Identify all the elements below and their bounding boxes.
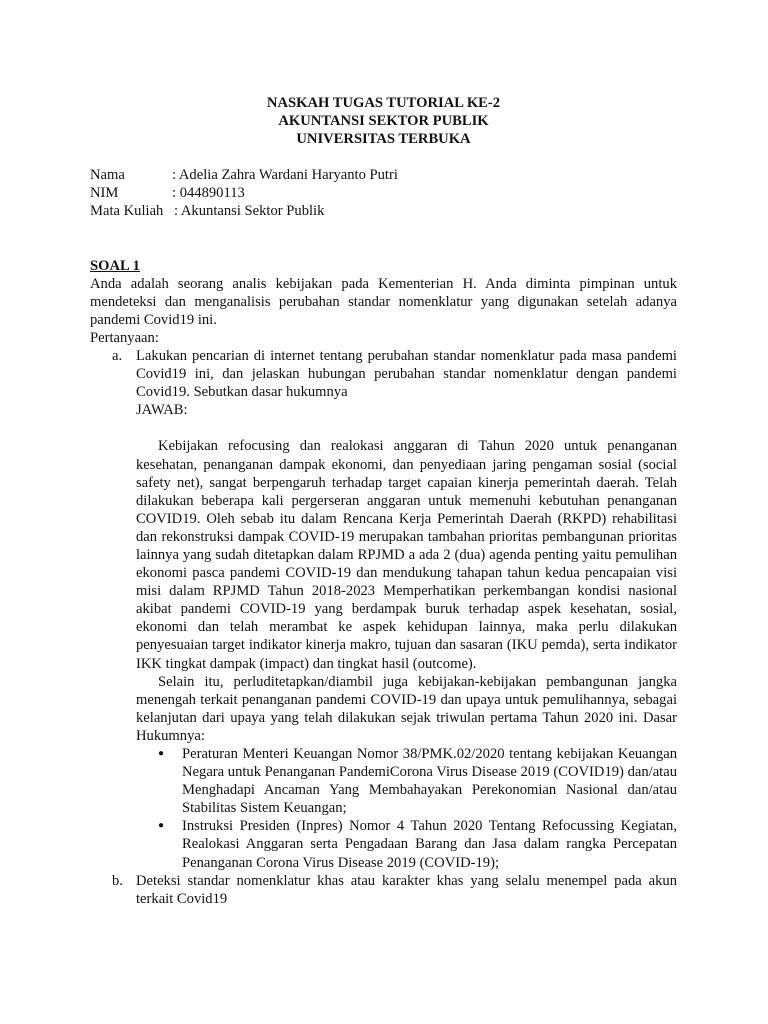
header-title-line-2: AKUNTANSI SEKTOR PUBLIK xyxy=(278,113,489,130)
header-title-line-3: UNIVERSITAS TERBUKA xyxy=(296,131,471,148)
question-a-letter: a. xyxy=(112,348,123,365)
bullet-icon: ● xyxy=(158,820,165,832)
info-name-value: : Adelia Zahra Wardani Haryanto Putri xyxy=(172,167,398,184)
legal-basis-item-2 xyxy=(158,817,677,871)
info-row-course xyxy=(90,202,677,220)
document-header xyxy=(90,94,677,148)
legal-basis-item-1 xyxy=(158,745,677,817)
answer-paragraph-2: Selain itu, perluditetapkan/diambil juga kebijakan-kebijakan pembangunan jangka menengah terkait penanganan pandemi COVID-19 dan upaya untuk pemulihannya, sebagai kelanjutan dari upaya yang telah dilakukan sejak triwulan pertama Tahun 2020 ini. Dasar Hukumnya: xyxy=(136,673,677,744)
info-course-label: Mata Kuliah xyxy=(90,203,164,220)
info-name-label: Nama xyxy=(90,167,125,184)
question-b xyxy=(90,872,677,908)
info-nim-label: NIM xyxy=(90,185,119,202)
answer-paragraph-1: Kebijakan refocusing dan realokasi anggaran di Tahun 2020 untuk penanganan kesehatan, penanganan dampak ekonomi, dan penyediaan jaring pengaman sosial (social safety net), sangat berpengaruh terhadap target capaian kinerja pemerintah daerah. Telah dilakukan beberapa kali pergerseran anggaran untuk memenuhi kebutuhan penanganan COVID19. Oleh sebab itu dalam Rencana Kerja Pemerintah Daerah (RKPD) rehabilitasi dan rekonstruksi dampak COVID-19 merupakan tambahan prioritas pembangunan prioritas lainnya yang sudah ditetapkan dalam RPJMD a ada 2 (dua) agenda penting yaitu pemulihan ekonomi pasca pandemi COVID-19 dan mendukung tahapan tahun kedua pencapaian visi misi dalam RPJMD Tahun 2018-2023 Memperhatikan perkembangan kondisi nasional akibat pandemi COVID-19 yang berdampak buruk terhadap aspek kesehatan, sosial, ekonomi dan telah merambat ke aspek kehidupan lainnya, maka perlu dilakukan penyesuaian target indikator kinerja makro, tujuan dan sasaran (IKU pemda), serta indikator IKK tingkat dampak (impact) dan tingkat hasil (outcome). xyxy=(136,438,677,672)
soal-1-intro: Anda adalah seorang analis kebijakan pada Kementerian H. Anda diminta pimpinan untuk mendeteksi dan menganalisis perubahan standar nomenklatur yang digunakan setelah adanya pandemi Covid19 ini. xyxy=(90,275,677,328)
legal-basis-text-1: Peraturan Menteri Keuangan Nomor 38/PMK.02/2020 tentang kebijakan Keuangan Negara untuk Penanganan PandemiCorona Virus Disease 2019 (COVID19) dan/atau Menghadapi Ancaman Yang Membahayakan Perekonomian Nasional dan/atau Stabilitas Sistem Keuangan; xyxy=(182,746,677,817)
document-page xyxy=(90,94,677,908)
bullet-icon: ● xyxy=(158,748,165,759)
header-title-line-1: NASKAH TUGAS TUTORIAL KE-2 xyxy=(266,95,501,111)
info-course-value: : Akuntansi Sektor Publik xyxy=(174,203,325,220)
info-row-nim xyxy=(90,184,677,202)
question-a-text: Lakukan pencarian di internet tentang perubahan standar nomenklatur pada masa pandemi Covid19 ini, dan jelaskan hubungan perubahan standar nomenklatur dengan pandemi Covid19. Sebutkan dasar hukumnya xyxy=(136,348,677,401)
question-label: Pertanyaan: xyxy=(90,329,159,346)
info-row-name xyxy=(90,166,677,184)
question-a xyxy=(90,347,677,872)
info-nim-value: : 044890113 xyxy=(172,185,245,202)
question-b-letter: b. xyxy=(112,872,123,889)
answer-label: JAWAB: xyxy=(136,402,188,419)
question-b-text: Deteksi standar nomenklatur khas atau karakter khas yang selalu menempel pada akun terkait Covid19 xyxy=(136,872,677,907)
soal-1-section xyxy=(90,257,677,908)
student-info xyxy=(90,166,677,220)
soal-1-title: SOAL 1 xyxy=(90,257,140,274)
legal-basis-text-2: Instruksi Presiden (Inpres) Nomor 4 Tahun 2020 Tentang Refocussing Kegiatan, Realokasi Anggaran serta Pengadaan Barang dan Jasa dalam rangka Percepatan Penanganan Corona Virus Disease 2019 (COVID-19); xyxy=(182,818,677,871)
